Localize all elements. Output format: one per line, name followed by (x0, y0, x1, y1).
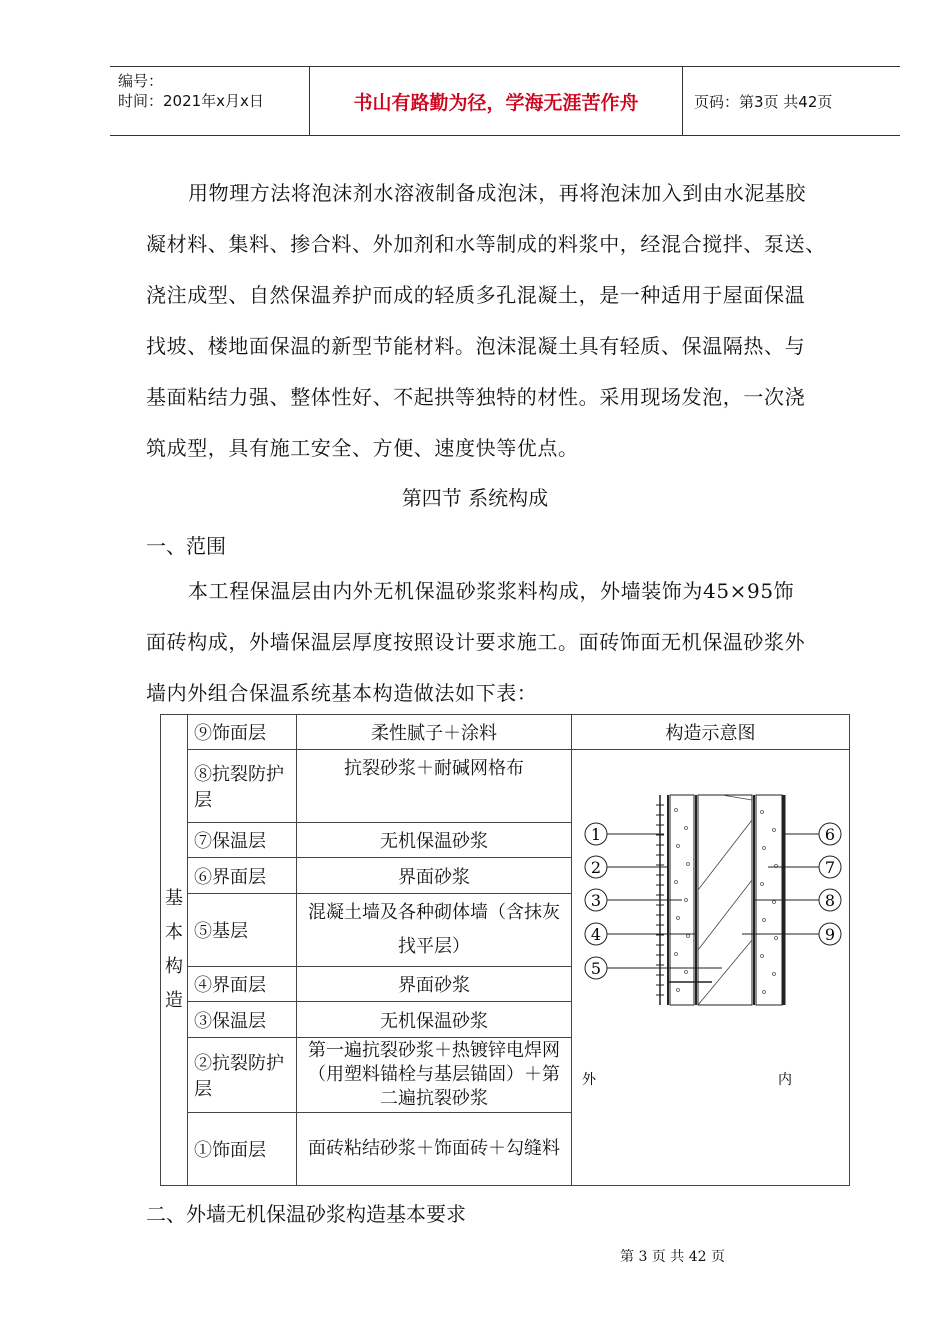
layer-material: 界面砂浆 (297, 966, 572, 1001)
callout-number: 2 (590, 858, 602, 877)
layer-material: 无机保温砂浆 (297, 823, 572, 858)
group-char: 构 (165, 956, 183, 977)
callout-number: 1 (590, 825, 602, 844)
group-char: 基 (165, 888, 183, 909)
layer-name: ①饰面层 (188, 1112, 297, 1185)
scope-paragraph (146, 566, 868, 719)
layer-material: 混凝土墙及各种砌体墙（含抹灰找平层） (297, 893, 572, 966)
construction-table (160, 714, 850, 1186)
wall-section-diagram (572, 750, 846, 1180)
paragraph-line: 面砖构成，外墙保温层厚度按照设计要求施工。面砖饰面无机保温砂浆外 (146, 630, 806, 654)
base-wall (698, 795, 752, 1005)
layer-material: 柔性腻子＋涂料 (297, 715, 572, 750)
layer-name: ⑨饰面层 (188, 715, 297, 750)
layer-material: 抗裂砂浆＋耐碱网格布 (297, 750, 572, 823)
callout-number: 5 (590, 959, 602, 978)
header-meta (110, 67, 310, 135)
table-row (161, 750, 850, 823)
heading-scope: 一、范围 (146, 534, 226, 558)
diagram-cell (572, 750, 850, 1186)
paragraph-line: 凝材料、集料、掺合料、外加剂和水等制成的料浆中，经混合搅拌、泵送、 (146, 232, 826, 256)
layer-name: ⑥界面层 (188, 858, 297, 893)
paragraph-line: 浇注成型、自然保温养护而成的轻质多孔混凝土，是一种适用于屋面保温 (146, 283, 806, 307)
callout-number: 7 (824, 858, 836, 877)
callout-number: 3 (590, 891, 602, 910)
layer-material: 第一遍抗裂砂浆＋热镀锌电焊网（用塑料锚栓与基层锚固）＋第二遍抗裂砂浆 (297, 1037, 572, 1112)
diagram-header: 构造示意图 (572, 715, 850, 750)
inside-label: 内 (778, 1072, 792, 1088)
group-char: 造 (165, 990, 183, 1011)
layer-name: ⑤基层 (188, 893, 297, 966)
paragraph-line: 用物理方法将泡沫剂水溶液制备成泡沫，再将泡沫加入到由水泥基胶 (188, 181, 806, 205)
group-label (161, 715, 188, 1186)
header-page-info: 页码：第3页 共42页 (694, 92, 833, 111)
paragraph-line: 墙内外组合保温系统基本构造做法如下表： (146, 681, 538, 705)
group-char: 本 (165, 922, 183, 943)
document-header (110, 66, 900, 136)
page-footer: 第 3 页 共 42 页 (620, 1249, 725, 1265)
callout-number: 9 (824, 925, 836, 944)
paragraph-line: 本工程保温层由内外无机保温砂浆浆料构成，外墙装饰为45×95饰 (188, 579, 795, 603)
intro-paragraph (146, 168, 868, 474)
paragraph-line: 找坡、楼地面保温的新型节能材料。泡沫混凝土具有轻质、保温隔热、与 (146, 334, 806, 358)
heading-requirements: 二、外墙无机保温砂浆构造基本要求 (146, 1202, 466, 1226)
callout-number: 8 (824, 891, 836, 910)
outside-label: 外 (582, 1072, 596, 1088)
paragraph-line: 基面粘结力强、整体性好、不起拱等独特的材性。采用现场发泡，一次浇 (146, 385, 806, 409)
table-row (161, 715, 850, 750)
layer-material: 界面砂浆 (297, 858, 572, 893)
section-title: 第四节 系统构成 (401, 486, 549, 510)
header-motto: 书山有路勤为径，学海无涯苦作舟 (310, 67, 683, 135)
layer-name: ④界面层 (188, 966, 297, 1001)
layer-name: ②抗裂防护层 (188, 1037, 297, 1112)
callout-number: 6 (824, 825, 836, 844)
layer-name: ⑦保温层 (188, 823, 297, 858)
callout-number: 4 (590, 925, 602, 944)
layer-material: 面砖粘结砂浆＋饰面砖＋勾缝料 (297, 1112, 572, 1185)
layer-name: ③保温层 (188, 1002, 297, 1037)
paragraph-line: 筑成型，具有施工安全、方便、速度快等优点。 (146, 436, 579, 460)
layer-name: ⑧抗裂防护层 (188, 750, 297, 823)
number-label: 编号： (118, 72, 164, 90)
date-label: 时间：2021年x月x日 (118, 92, 264, 110)
layer-material: 无机保温砂浆 (297, 1002, 572, 1037)
